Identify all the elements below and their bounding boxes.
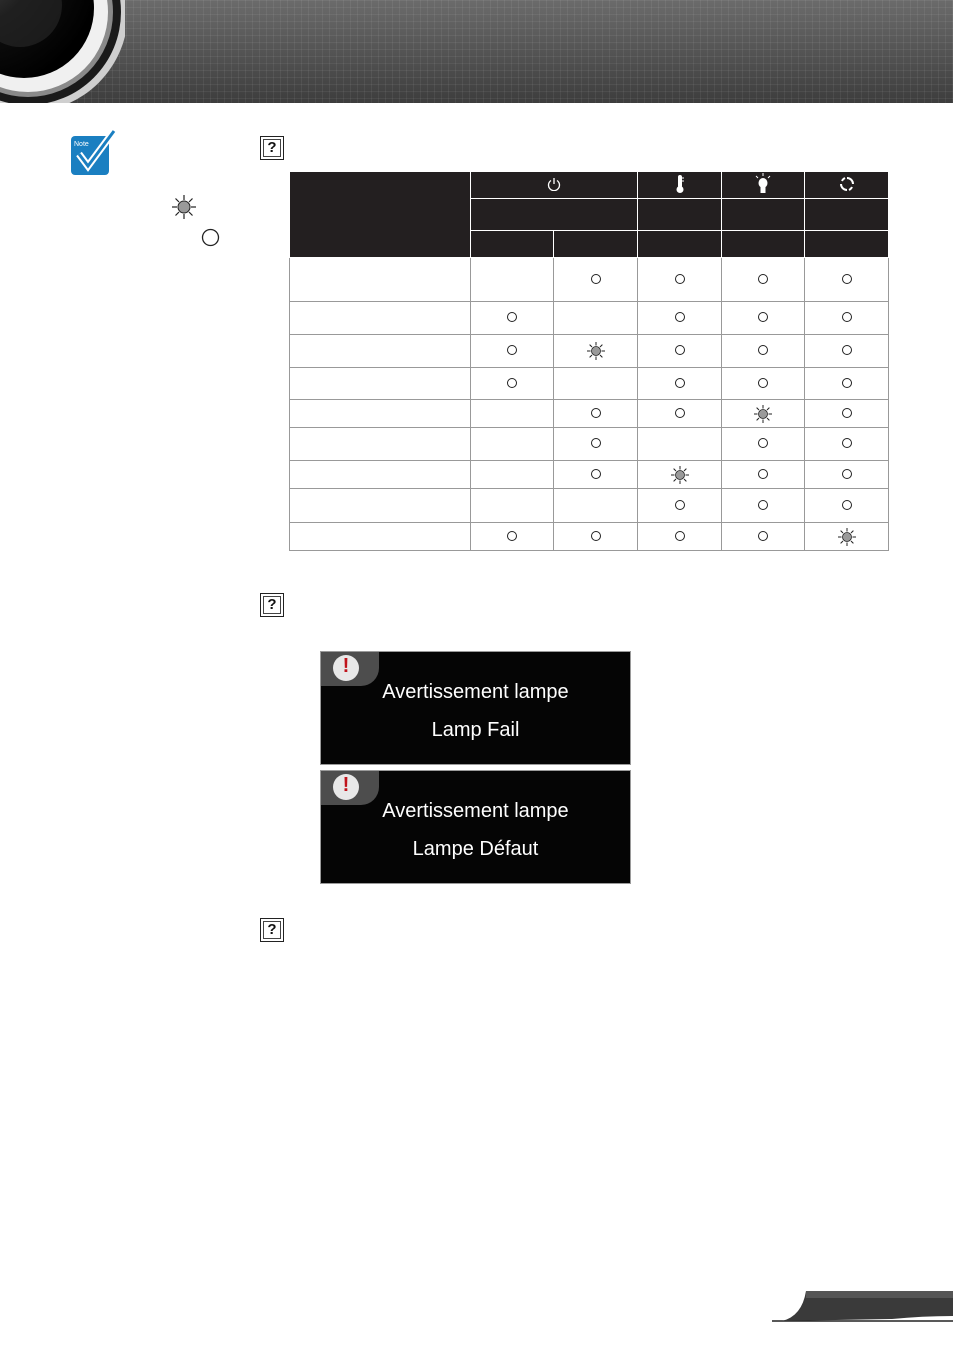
row-label-cell [290, 302, 471, 335]
warning-message: Lamp Fail [431, 719, 520, 741]
led-off-icon [758, 274, 768, 284]
led-off-icon [201, 228, 220, 247]
led-state-cell [638, 368, 722, 400]
led-state-cell [471, 335, 554, 368]
led-state-cell [638, 428, 722, 461]
led-off-icon [591, 274, 601, 284]
led-state-cell [805, 258, 889, 302]
question-box-icon: ? [260, 136, 284, 160]
row-label-cell [290, 368, 471, 400]
led-off-icon [591, 469, 601, 479]
warning-message: Lampe Défaut [412, 838, 539, 860]
led-state-cell [471, 302, 554, 335]
flashing-led-icon [837, 527, 857, 547]
led-state-cell [638, 335, 722, 368]
led-off-icon [758, 469, 768, 479]
led-off-icon [675, 378, 685, 388]
led-state-cell [554, 368, 638, 400]
led-off-icon [675, 531, 685, 541]
led-state-cell [805, 400, 889, 428]
warning-icon [333, 655, 359, 681]
row-label-cell [290, 400, 471, 428]
lamp-column-header [722, 172, 805, 199]
led-state-cell [805, 368, 889, 400]
led-state-cell [554, 489, 638, 523]
temp-column-header [638, 172, 722, 199]
led-state-cell [638, 302, 722, 335]
led-state-cell [471, 461, 554, 489]
led-off-icon [675, 500, 685, 510]
led-state-cell [805, 461, 889, 489]
led-off-icon [591, 531, 601, 541]
led-state-cell [638, 489, 722, 523]
led-state-cell [805, 302, 889, 335]
warning-title: Avertissement lampe [382, 800, 569, 822]
fan-column-header [805, 172, 889, 199]
led-state-cell [638, 461, 722, 489]
power-icon [547, 177, 561, 191]
led-state-cell [638, 400, 722, 428]
header-sub-cell [805, 199, 889, 231]
led-state-cell [471, 258, 554, 302]
led-state-cell [722, 335, 805, 368]
led-off-icon [675, 274, 685, 284]
lamp-warning-screen [320, 770, 631, 884]
lamp-warning-screen [320, 651, 631, 765]
led-off-icon [842, 274, 852, 284]
power-column-header [471, 172, 638, 199]
table-row [290, 489, 889, 523]
led-state-cell [471, 400, 554, 428]
flashing-led-icon [171, 194, 197, 220]
lamp-icon [755, 173, 771, 195]
led-state-cell [722, 523, 805, 551]
table-row [290, 428, 889, 461]
led-state-cell [805, 335, 889, 368]
projector-lens-icon [0, 0, 125, 103]
led-state-cell [471, 428, 554, 461]
header-sub-cell [722, 199, 805, 231]
question-box-icon: ? [260, 918, 284, 942]
led-off-icon [758, 438, 768, 448]
question-box-icon: ? [260, 593, 284, 617]
led-state-cell [554, 302, 638, 335]
led-state-cell [805, 489, 889, 523]
page-footer-tab [772, 1286, 953, 1322]
led-off-icon [842, 312, 852, 322]
led-state-cell [722, 258, 805, 302]
led-off-icon [675, 345, 685, 355]
header-sub-cell [554, 231, 638, 258]
led-off-icon [842, 378, 852, 388]
fan-icon [839, 176, 855, 192]
warning-icon [333, 774, 359, 800]
led-state-cell [722, 368, 805, 400]
header-sub-cell [638, 199, 722, 231]
row-label-cell [290, 335, 471, 368]
led-state-cell [638, 258, 722, 302]
led-off-icon [507, 531, 517, 541]
warning-title: Avertissement lampe [382, 681, 569, 703]
led-off-icon [842, 469, 852, 479]
header-sub-cell [722, 231, 805, 258]
table-header-blank [290, 172, 471, 258]
led-state-cell [554, 461, 638, 489]
led-off-icon [842, 408, 852, 418]
led-off-icon [758, 378, 768, 388]
led-off-icon [758, 500, 768, 510]
led-state-cell [554, 400, 638, 428]
table-row [290, 258, 889, 302]
led-off-icon [675, 312, 685, 322]
led-off-icon [507, 378, 517, 388]
led-state-cell [638, 523, 722, 551]
row-label-cell [290, 523, 471, 551]
led-state-cell [722, 461, 805, 489]
row-label-cell [290, 258, 471, 302]
led-off-icon [758, 531, 768, 541]
header-sub-cell [471, 199, 638, 231]
led-state-cell [554, 523, 638, 551]
led-state-cell [554, 258, 638, 302]
header-banner [0, 0, 953, 103]
led-state-cell [471, 368, 554, 400]
svg-text:Note: Note [74, 141, 89, 148]
table-row [290, 368, 889, 400]
row-label-cell [290, 461, 471, 489]
led-off-icon [591, 408, 601, 418]
header-sub-cell [805, 231, 889, 258]
flashing-led-icon [670, 465, 690, 485]
led-state-cell [805, 428, 889, 461]
temp-icon [675, 174, 685, 194]
flashing-led-icon [586, 341, 606, 361]
led-off-icon [842, 345, 852, 355]
header-sub-cell [471, 231, 554, 258]
flashing-led-icon [753, 404, 773, 424]
led-off-icon [758, 345, 768, 355]
led-state-cell [554, 428, 638, 461]
table-row [290, 523, 889, 551]
note-check-icon [71, 130, 116, 176]
led-state-cell [471, 489, 554, 523]
header-sub-cell [638, 231, 722, 258]
table-row [290, 461, 889, 489]
led-state-cell [722, 400, 805, 428]
led-off-icon [591, 438, 601, 448]
led-off-icon [675, 408, 685, 418]
led-off-icon [842, 500, 852, 510]
led-state-cell [722, 302, 805, 335]
table-row [290, 335, 889, 368]
led-off-icon [507, 312, 517, 322]
led-state-cell [805, 523, 889, 551]
led-off-icon [842, 438, 852, 448]
led-state-cell [722, 428, 805, 461]
table-row [290, 400, 889, 428]
led-state-cell [722, 489, 805, 523]
led-status-table [289, 171, 889, 551]
led-state-cell [471, 523, 554, 551]
led-off-icon [507, 345, 517, 355]
led-off-icon [758, 312, 768, 322]
row-label-cell [290, 428, 471, 461]
led-state-cell [554, 335, 638, 368]
row-label-cell [290, 489, 471, 523]
table-row [290, 302, 889, 335]
